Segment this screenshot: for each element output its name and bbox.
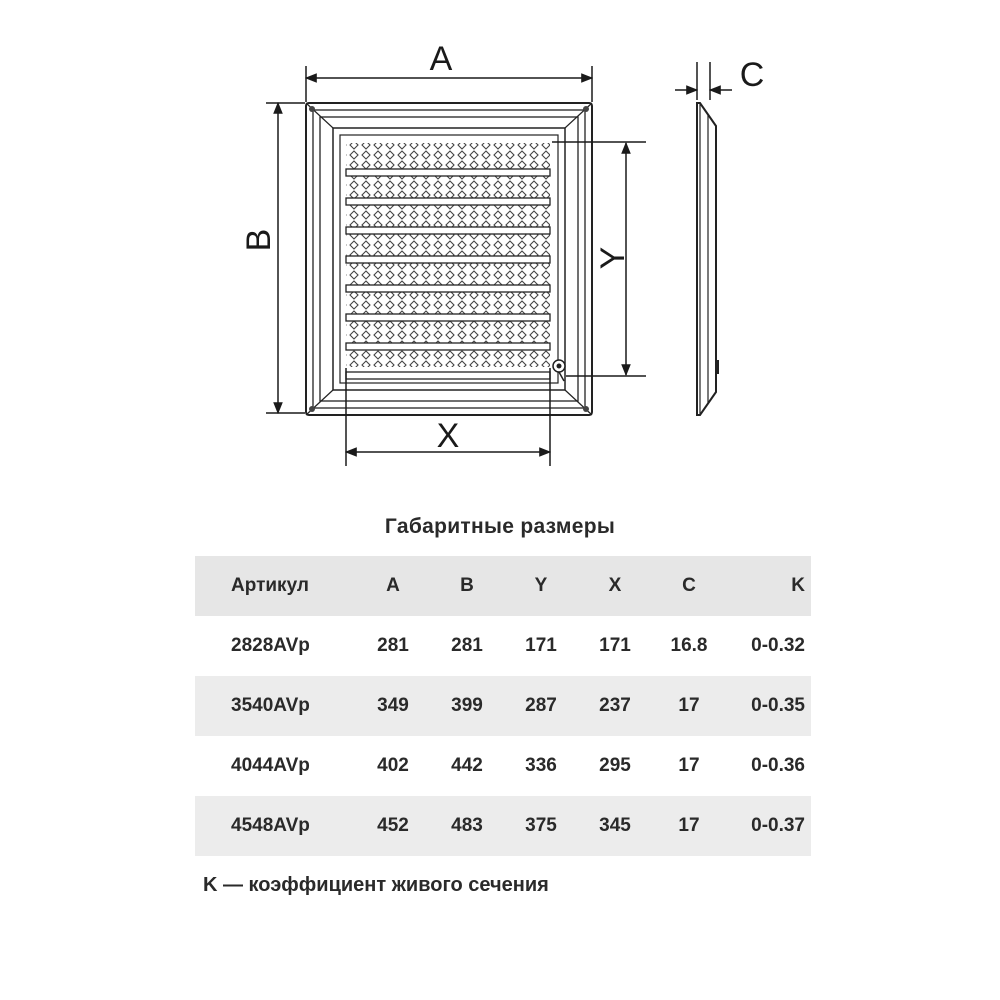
label-b: B — [240, 228, 278, 252]
header-k: K — [791, 575, 805, 596]
louver-slat — [346, 227, 550, 234]
header-a: A — [386, 575, 400, 596]
cell-a: 281 — [377, 635, 409, 656]
header-c: C — [682, 575, 696, 596]
louver-slat — [346, 169, 550, 176]
label-y: Y — [594, 246, 632, 270]
cell-article: 2828AVp — [231, 635, 310, 656]
table-row — [195, 616, 811, 676]
cell-a: 452 — [377, 815, 409, 836]
cell-k: 0-0.35 — [751, 695, 805, 716]
label-c: C — [739, 56, 765, 94]
header-y: Y — [534, 575, 548, 596]
label-x: X — [436, 417, 460, 455]
louver-slat — [346, 372, 550, 379]
adjustment-knob — [553, 360, 565, 381]
cell-x: 345 — [599, 815, 631, 836]
side-view — [697, 103, 719, 415]
louver-slat — [346, 198, 550, 205]
label-a: A — [429, 40, 453, 78]
cell-b: 399 — [451, 695, 483, 716]
cell-article: 4044AVp — [231, 755, 310, 776]
cell-k: 0-0.36 — [751, 755, 805, 776]
cell-y: 287 — [525, 695, 557, 716]
louver-slat — [346, 343, 550, 350]
cell-k: 0-0.32 — [751, 635, 805, 656]
table-header-row — [195, 556, 811, 616]
screw-hole-bottom-left — [309, 406, 315, 412]
header-x: X — [608, 575, 622, 596]
table-row — [195, 736, 811, 796]
cell-article: 3540AVp — [231, 695, 310, 716]
cell-b: 442 — [451, 755, 483, 776]
cell-b: 281 — [451, 635, 483, 656]
cell-y: 171 — [525, 635, 557, 656]
cell-k: 0-0.37 — [751, 815, 805, 836]
side-knob — [715, 360, 719, 374]
cell-c: 17 — [678, 755, 700, 776]
cell-b: 483 — [451, 815, 483, 836]
table-row — [195, 796, 811, 856]
cell-x: 237 — [599, 695, 631, 716]
header-b: B — [460, 575, 474, 596]
louver-slat — [346, 256, 550, 263]
screw-hole-top-right — [583, 106, 589, 112]
cell-y: 336 — [525, 755, 557, 776]
louver-slat — [346, 285, 550, 292]
cell-c: 16.8 — [670, 635, 708, 656]
cell-c: 17 — [678, 815, 700, 836]
cell-a: 402 — [377, 755, 409, 776]
cell-a: 349 — [377, 695, 409, 716]
cell-c: 17 — [678, 695, 700, 716]
screw-hole-top-left — [309, 106, 315, 112]
front-view — [306, 103, 592, 415]
screw-hole-bottom-right — [583, 406, 589, 412]
footnote: K — коэффициент живого сечения — [203, 874, 549, 896]
cell-article: 4548AVp — [231, 815, 310, 836]
cell-x: 171 — [599, 635, 631, 656]
header-article: Артикул — [231, 575, 309, 596]
dimensions-table — [195, 556, 811, 856]
louver-slat — [346, 314, 550, 321]
table-row — [195, 676, 811, 736]
cell-y: 375 — [525, 815, 557, 836]
table-title: Габаритные размеры — [384, 515, 616, 538]
cell-x: 295 — [599, 755, 631, 776]
